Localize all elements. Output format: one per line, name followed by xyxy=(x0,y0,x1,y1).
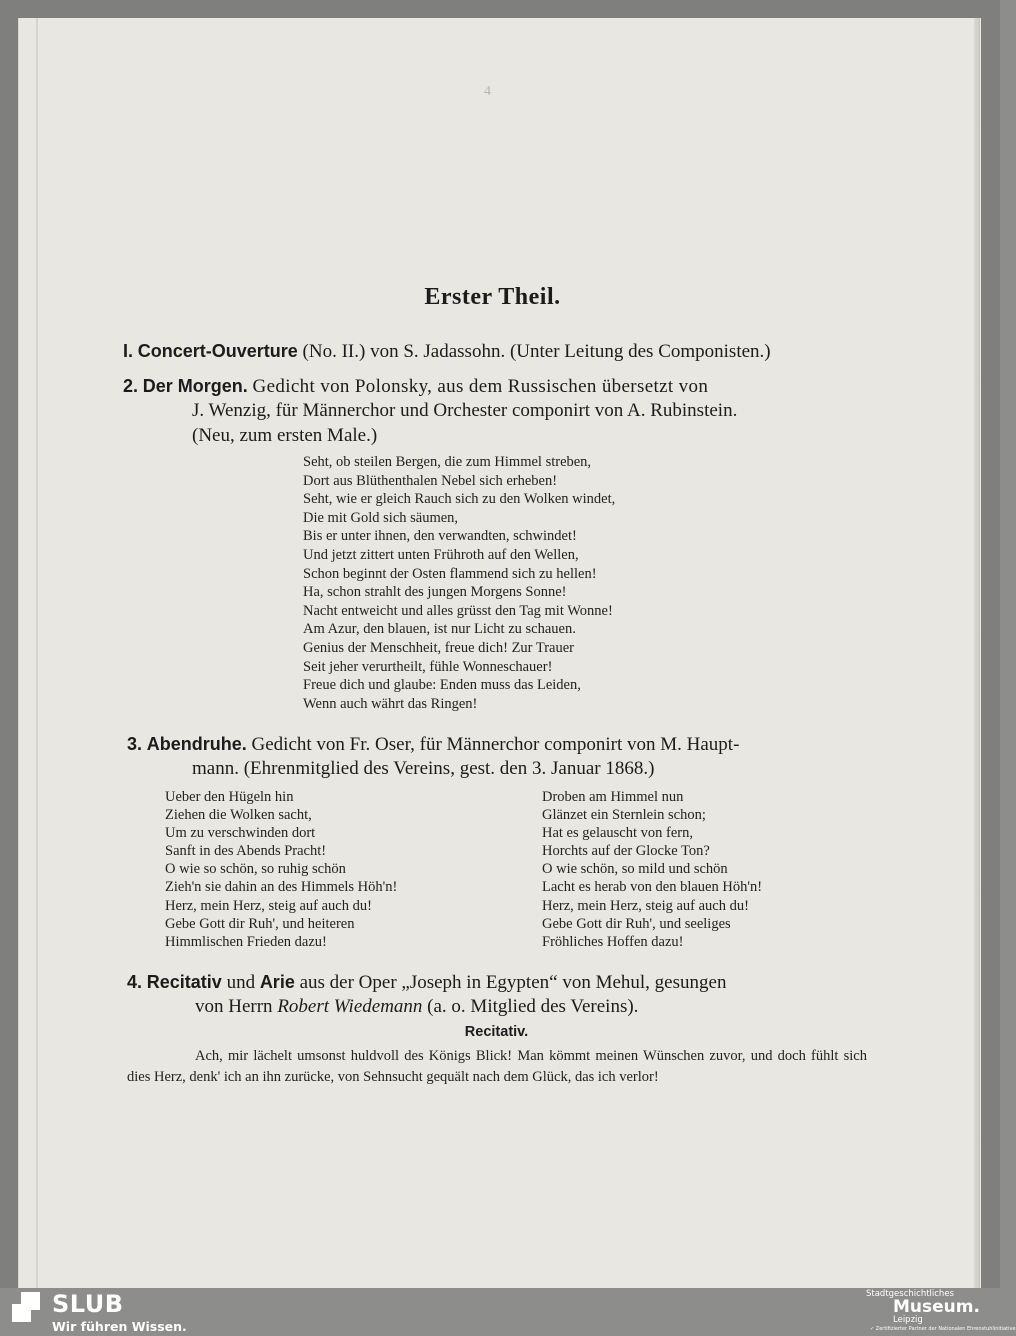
page-fold-line xyxy=(36,18,38,1288)
partner-logo-text: Museum. xyxy=(893,1297,980,1317)
verse-line: Dort aus Blüthenthalen Nebel sich erheben! xyxy=(303,472,558,489)
verse-line: Gebe Gott dir Ruh', und seeliges xyxy=(542,915,731,932)
verse-der-morgen xyxy=(303,453,615,713)
item-text: von Herrn xyxy=(195,996,278,1017)
verse-line: Seht, ob steilen Bergen, die zum Himmel streben, xyxy=(303,454,592,470)
program-item-1 xyxy=(123,341,771,363)
item-text: (No. II.) von S. Jadassohn. (Unter Leitung des Componisten.) xyxy=(297,341,771,362)
page-edge xyxy=(974,18,980,1288)
footer-bar xyxy=(0,1288,1016,1336)
item-heading-arie: Arie xyxy=(259,972,295,992)
verse-line: Schon beginnt der Osten flammend sich zu hellen! xyxy=(303,565,597,582)
verse-line: Die mit Gold sich säumen, xyxy=(303,509,459,526)
verse-line: Horchts auf der Glocke Ton? xyxy=(542,843,710,860)
program-item-3-line-2: mann. (Ehrenmitglied des Vereins, gest. den 3. Januar 1868.) xyxy=(192,758,655,779)
item-text: aus der Oper „Joseph in Egypten“ von Mehul, gesungen xyxy=(294,972,727,993)
verse-line: Ha, schon strahlt des jungen Morgens Sonne! xyxy=(303,584,567,601)
verse-line: Droben am Himmel nun xyxy=(542,789,684,805)
slub-logo-text: SLUB xyxy=(52,1290,124,1318)
verse-abendruhe-left xyxy=(165,788,397,951)
verse-line: Himmlischen Frieden dazu! xyxy=(165,933,327,950)
verse-line: Ueber den Hügeln hin xyxy=(165,789,294,805)
item-number: 2. xyxy=(123,376,139,396)
verse-line: Freue dich und glaube: Enden muss das Leiden, xyxy=(303,677,581,694)
program-item-4-line-1 xyxy=(127,972,726,994)
verse-line: Bis er unter ihnen, den verwandten, schwindet! xyxy=(303,528,577,545)
slub-tagline: Wir führen Wissen. xyxy=(52,1319,187,1334)
partner-label: Stadtgeschichtliches xyxy=(866,1289,954,1299)
verse-line: Herz, mein Herz, steig auf auch du! xyxy=(165,897,372,914)
item-heading: Abendruhe. xyxy=(146,734,247,754)
item-text: Gedicht von Fr. Oser, für Männerchor componirt von M. Haupt- xyxy=(251,734,740,755)
section-title: Erster Theil. xyxy=(424,284,561,310)
verse-line: Gebe Gott dir Ruh', und heiteren xyxy=(165,915,355,932)
verse-line: Wenn auch währt das Ringen! xyxy=(303,695,478,712)
program-item-4-line-2 xyxy=(195,996,638,1018)
verse-line: Glänzet ein Sternlein schon; xyxy=(542,807,706,824)
verse-line: Lacht es herab von den blauen Höh'n! xyxy=(542,879,763,896)
item-heading-recitativ: Recitativ xyxy=(146,972,222,992)
program-item-3-line-1 xyxy=(127,734,739,756)
slub-logo-icon xyxy=(12,1292,40,1322)
item-heading: Concert-Ouverture xyxy=(137,341,298,361)
item-number: 3. xyxy=(127,734,143,754)
item-heading: Der Morgen. xyxy=(142,376,248,396)
verse-line: Um zu verschwinden dort xyxy=(165,825,316,842)
item-text: Gedicht von Polonsky, aus dem Russischen übersetzt von xyxy=(252,376,709,397)
verse-line: Ziehen die Wolken sacht, xyxy=(165,807,312,824)
item-text: (a. o. Mitglied des Vereins). xyxy=(422,996,639,1017)
verse-line: Hat es gelauscht von fern, xyxy=(542,825,693,842)
verse-line: Seit jeher verurtheilt, fühle Wonneschauer! xyxy=(303,658,553,675)
program-item-2-line-2: J. Wenzig, für Männerchor und Orchester componirt von A. Rubinstein. xyxy=(192,400,738,421)
singer-name: Robert Wiedemann xyxy=(277,996,423,1017)
item-number: 4. xyxy=(127,972,143,992)
page-number: 4 xyxy=(484,84,491,99)
verse-line: Und jetzt zittert unten Frühroth auf den Wellen, xyxy=(303,546,579,563)
partner-city: Leipzig xyxy=(893,1315,923,1325)
verse-line: Am Azur, den blauen, ist nur Licht zu schauen. xyxy=(303,621,576,638)
verse-line: Nacht entweicht und alles grüsst den Tag mit Wonne! xyxy=(303,602,613,619)
program-item-2-line-3: (Neu, zum ersten Male.) xyxy=(192,425,378,446)
verse-line: Zieh'n sie dahin an des Himmels Höh'n! xyxy=(165,879,398,896)
verse-line: Genius der Menschheit, freue dich! Zur Trauer xyxy=(303,639,574,656)
partner-certification: ✓ Zertifizierter Partner der Nationalen Ehrenstuhlinitiative xyxy=(870,1326,1016,1332)
recitativ-text: Ach, mir lächelt umsonst huldvoll des Königs Blick! Man kömmt meinen Wünschen zuvor, und doch fühlt sich dies Herz, denk' ich an ihn zurücke, von Sehnsucht gequält nach dem Glück, das ich verlor! xyxy=(127,1048,867,1085)
recitativ-subheading: Recitativ. xyxy=(464,1024,529,1040)
item-text: und xyxy=(221,972,260,993)
verse-line: Fröhliches Hoffen dazu! xyxy=(542,933,684,950)
program-item-2-line-1 xyxy=(123,376,708,398)
verse-line: O wie so schön, so ruhig schön xyxy=(165,861,346,878)
verse-abendruhe-right xyxy=(542,788,762,951)
verse-line: Herz, mein Herz, steig auf auch du! xyxy=(542,897,749,914)
item-number: I. xyxy=(123,341,134,361)
verse-line: Sanft in des Abends Pracht! xyxy=(165,843,327,860)
verse-line: O wie schön, so mild und schön xyxy=(542,861,728,878)
verse-line: Seht, wie er gleich Rauch sich zu den Wolken windet, xyxy=(303,491,616,508)
